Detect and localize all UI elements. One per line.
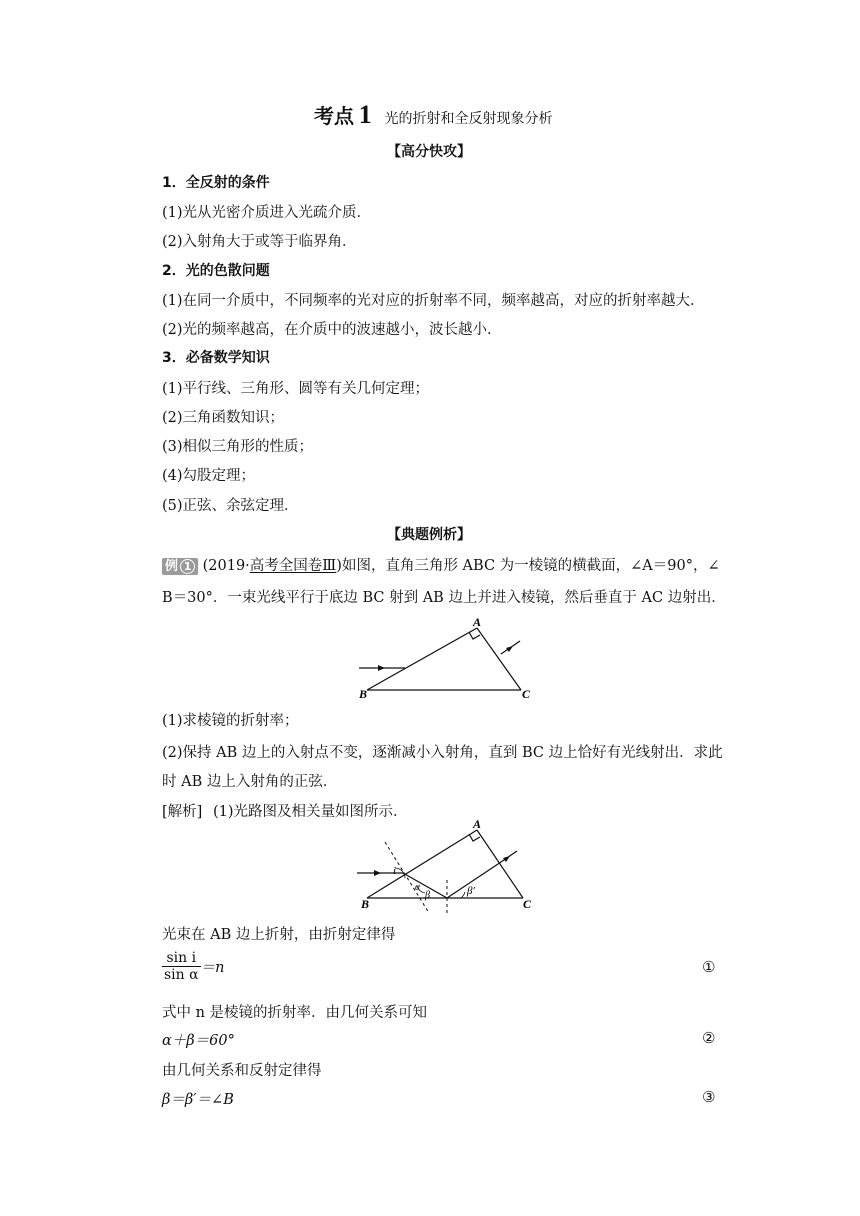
example-line-1-text: )如图，直角三角形 ABC 为一棱镜的横截面，∠A＝90°，∠ (336, 558, 720, 574)
example-badge: 例 1 (162, 558, 198, 575)
point-3-item-5: (5)正弦、余弦定理． (162, 498, 299, 514)
question-2-line-2: 时 AB 边上入射角的正弦． (162, 774, 338, 790)
page-title (314, 100, 553, 130)
point-3-item-4: (4)勾股定理； (162, 468, 256, 484)
point-1-heading: 1．全反射的条件 (162, 175, 270, 191)
example-badge-number: 1 (180, 559, 195, 574)
equation-2-mark: ② (702, 1029, 716, 1047)
fig2-label-beta-prime: β′ (467, 885, 475, 897)
prism-figure-1 (355, 615, 535, 700)
equation-1-numerator: sin i (162, 950, 201, 967)
title-subtitle: 光的折射和全反射现象分析 (384, 111, 553, 127)
equation-1 (162, 950, 224, 983)
point-2-item-2: (2)光的频率越高，在介质中的波速越小，波长越小． (162, 322, 502, 338)
solution-n-line: 式中 n 是棱镜的折射率．由几何关系可知 (162, 1005, 428, 1021)
solution-reflect-line: 由几何关系和反射定律得 (162, 1063, 322, 1079)
point-3-item-3: (3)相似三角形的性质； (162, 439, 314, 455)
point-3-item-2: (2)三角函数知识； (162, 410, 285, 426)
point-3-item-1: (1)平行线、三角形、圆等有关几何定理； (162, 381, 430, 397)
equation-1-denominator: sin α (164, 967, 199, 983)
fig1-label-c: C (522, 687, 531, 700)
fig2-label-beta: β (425, 890, 430, 901)
fig2-label-alpha: α (415, 882, 421, 893)
equation-1-mark: ① (702, 958, 716, 976)
section-heading-tips: 【高分快攻】 (387, 144, 471, 160)
section-heading-examples: 【典题例析】 (387, 527, 471, 543)
title-number: 1 (358, 100, 372, 129)
equation-2: α＋β＝60° (162, 1033, 235, 1049)
example-line-2: B＝30°．一束光线平行于底边 BC 射到 AB 边上并进入棱镜，然后垂直于 AC 边射出． (162, 590, 726, 606)
point-2-heading: 2．光的色散问题 (162, 263, 270, 279)
fig1-label-b: B (359, 687, 368, 700)
prism-figure-2 (355, 818, 540, 913)
question-2-line-1: (2)保持 AB 边上的入射点不变，逐渐减小入射角，直到 BC 边上恰好有光线射出．求此 (162, 745, 723, 761)
equation-1-rhs: ＝n (200, 960, 225, 976)
fig1-label-a: A (473, 615, 482, 629)
point-3-heading: 3．必备数学知识 (162, 350, 270, 366)
point-2-item-1: (1)在同一介质中，不同频率的光对应的折射率不同，频率越高，对应的折射率越大． (162, 293, 705, 309)
example-line-1 (162, 554, 720, 575)
solution-intro-text: (1)光路图及相关量如图所示． (212, 804, 408, 820)
example-source-year: (2019· (202, 558, 250, 574)
equation-3-mark: ③ (702, 1088, 716, 1106)
solution-refraction-line: 光束在 AB 边上折射，由折射定律得 (162, 927, 396, 943)
example-source-name: 高考全国卷Ⅲ (249, 558, 337, 574)
fig2-label-b: B (361, 897, 370, 911)
fig2-label-c: C (523, 897, 532, 911)
point-1-item-1: (1)光从光密介质进入光疏介质． (162, 205, 372, 221)
question-1: (1)求棱镜的折射率； (162, 713, 299, 729)
equation-1-fraction (162, 950, 201, 983)
fig2-label-a: A (473, 818, 482, 831)
title-prefix: 考点 (314, 104, 354, 128)
fig2-label-i: i (393, 865, 397, 877)
equation-3: β＝β′＝∠B (162, 1092, 234, 1108)
solution-tag: [解析] (162, 804, 203, 820)
point-1-item-2: (2)入射角大于或等于临界角． (162, 234, 357, 250)
